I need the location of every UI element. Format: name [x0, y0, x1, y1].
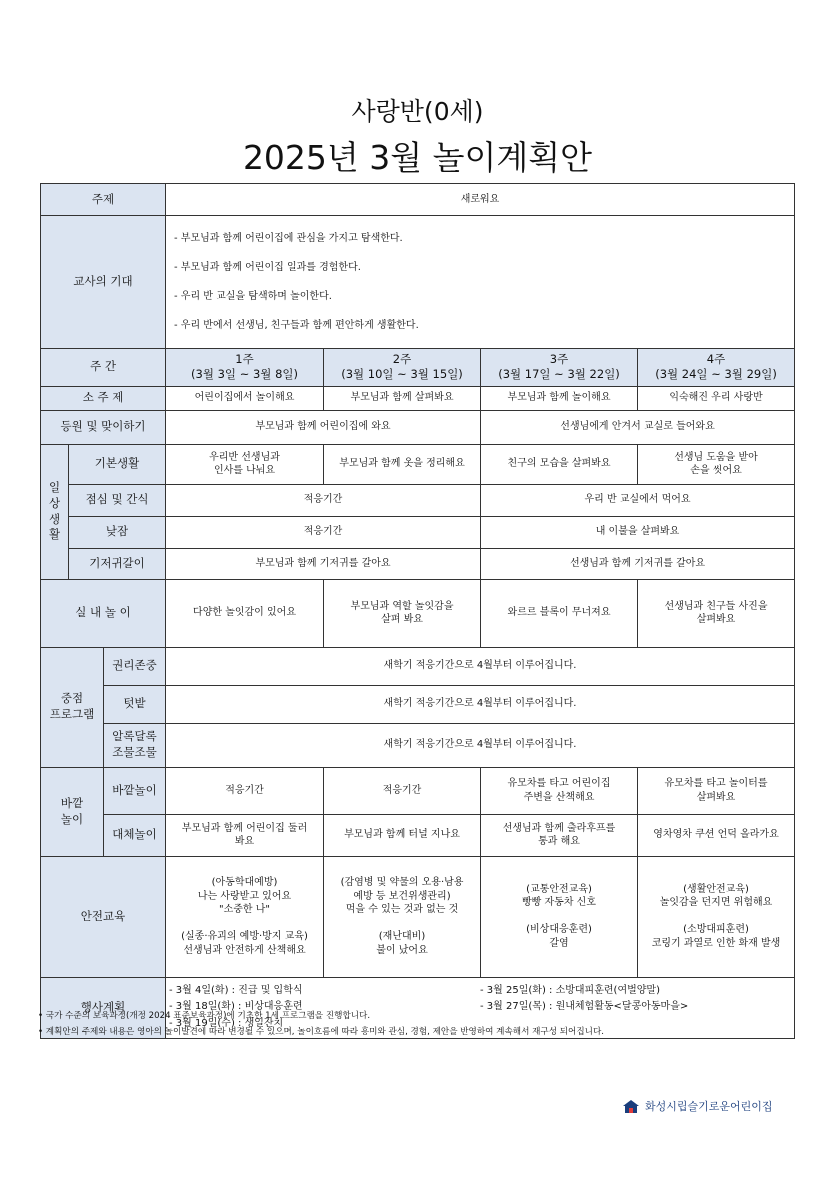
arrival-row: [41, 410, 795, 444]
footer-logo: [622, 1098, 773, 1114]
note-item: • 계획안의 주제와 내용은 영아의 놀이발견에 따라 변경될 수 있으며, 놀이흐름에 따라 흥미와 관심, 경험, 제안을 반영하여 계속해서 재구성 되어집니다.: [38, 1027, 604, 1038]
basic-life-cell: 우리반 선생님과 인사를 나눠요: [166, 444, 324, 484]
theme-label: 주제: [41, 184, 166, 216]
safety-cell: (생활안전교육) 놀잇감을 던지면 위험해요 (소방대피훈련) 코링기 과열로 인한 화재 발생: [638, 856, 795, 977]
diaper-second-half: 선생님과 함께 기저귀를 갈아요: [481, 548, 795, 579]
weeks-row: [41, 348, 795, 386]
outdoor-play-cell: 유모차를 타고 어린이집 주변을 산책해요: [481, 767, 638, 814]
focus-program-group-label: 중점 프로그램: [41, 647, 104, 767]
garden-row: [41, 685, 795, 723]
theme-row: [41, 184, 795, 216]
rights-row: [41, 647, 795, 685]
outdoor-play-cell: 유모차를 타고 놀이터를 살펴봐요: [638, 767, 795, 814]
rights-value: 새학기 적응기간으로 4월부터 이루어집니다.: [166, 647, 795, 685]
indoor-play-cell: 다양한 놀잇감이 있어요: [166, 579, 324, 647]
nap-second-half: 내 이불을 살펴봐요: [481, 516, 795, 548]
arrival-label: 등원 및 맞이하기: [41, 410, 166, 444]
outdoor-group-label: 바깥 놀이: [41, 767, 104, 856]
alternative-play-row: [41, 814, 795, 856]
week-name: 3주: [549, 352, 569, 367]
subtheme-cell: 부모님과 함께 살펴봐요: [324, 386, 481, 410]
event-item: - 3월 27일(목) : 원내체험활동<달콩아동마을>: [480, 1001, 689, 1013]
basic-life-cell: 부모님과 함께 옷을 정리해요: [324, 444, 481, 484]
arrival-first-half: 부모님과 함께 어린이집에 와요: [166, 410, 481, 444]
art-label: 알록달록 조물조물: [104, 723, 166, 767]
meal-first-half: 적응기간: [166, 484, 481, 516]
week-range: (3월 24일 ~ 3월 29일): [655, 367, 777, 381]
meal-second-half: 우리 반 교실에서 먹어요: [481, 484, 795, 516]
indoor-play-row: [41, 579, 795, 647]
theme-value: 새로워요: [166, 184, 795, 216]
week-3: [481, 348, 638, 386]
garden-value: 새학기 적응기간으로 4월부터 이루어집니다.: [166, 685, 795, 723]
alternative-play-label: 대체놀이: [104, 814, 166, 856]
subtheme-cell: 어린이집에서 놀이해요: [166, 386, 324, 410]
nap-row: [41, 516, 795, 548]
alternative-play-cell: 선생님과 함께 출라후프를 통과 해요: [481, 814, 638, 856]
outdoor-play-cell: 적응기간: [324, 767, 481, 814]
week-1: [166, 348, 324, 386]
indoor-play-cell: 와르르 블록이 무너져요: [481, 579, 638, 647]
daily-life-group-label: 일상 생활: [41, 444, 69, 579]
arrival-second-half: 선생님에게 안겨서 교실로 들어와요: [481, 410, 795, 444]
class-name: 사랑반(0세): [351, 97, 484, 126]
daycare-logo-icon: [622, 1099, 640, 1114]
note-item: • 국가 수준의 보육과정(개정 2024 표준보육과정)에 기초한 1세 프로그램을 진행합니다.: [38, 1011, 371, 1021]
basic-life-row: [41, 444, 795, 484]
art-row: [41, 723, 795, 767]
basic-life-cell: 친구의 모습을 살펴봐요: [481, 444, 638, 484]
meal-label: 점심 및 간식: [69, 484, 166, 516]
week-4: [638, 348, 795, 386]
plan-table: [40, 183, 795, 1039]
week-range: (3월 3일 ~ 3월 8일): [191, 367, 298, 381]
event-item: - 3월 18일(화) : 비상대응훈련: [169, 1001, 303, 1013]
alternative-play-cell: 부모님과 함께 터널 지나요: [324, 814, 481, 856]
safety-row: [41, 856, 795, 977]
diaper-first-half: 부모님과 함께 기저귀를 갈아요: [166, 548, 481, 579]
safety-cell: (아동학대예방) 나는 사랑받고 있어요 "소중한 나" (실종·유괴의 예방·방지 교육) 선생님과 안전하게 산책해요: [166, 856, 324, 977]
meal-row: [41, 484, 795, 516]
safety-cell: (교통안전교육) 빵빵 자동차 신호 (비상대응훈련) 갈염: [481, 856, 638, 977]
expectation-item: - 부모님과 함께 어린이집에 관심을 가지고 탐색한다.: [174, 232, 403, 244]
event-item: - 3월 19일(수) : 생일잔치: [169, 1017, 284, 1029]
safety-cell: (감염병 및 약물의 오용·남용 예방 등 보건위생관리) 먹을 수 있는 것과 없는 것 (재난대비) 불이 났어요: [324, 856, 481, 977]
subtheme-label: 소 주 제: [41, 386, 166, 410]
outdoor-play-row: [41, 767, 795, 814]
week-name: 2주: [392, 352, 412, 367]
expectation-item: - 부모님과 함께 어린이집 일과를 경험한다.: [174, 261, 361, 273]
expectation-label: 교사의 기대: [41, 216, 166, 349]
weeks-label: 주 간: [41, 348, 166, 386]
week-2: [324, 348, 481, 386]
week-name: 1주: [235, 352, 254, 367]
outdoor-play-cell: 적응기간: [166, 767, 324, 814]
event-item: - 3월 25일(화) : 소방대피훈련(여벌양말): [480, 984, 660, 996]
subtheme-cell: 익숙해진 우리 사랑반: [638, 386, 795, 410]
subtheme-cell: 부모님과 함께 놀이해요: [481, 386, 638, 410]
alternative-play-cell: 영차영차 쿠션 언덕 올라가요: [638, 814, 795, 856]
event-item: - 3월 4일(화) : 진급 및 입학식: [169, 984, 303, 996]
garden-label: 텃밭: [104, 685, 166, 723]
indoor-play-cell: 부모님과 역할 놀잇감을 살펴 봐요: [324, 579, 481, 647]
art-value: 새학기 적응기간으로 4월부터 이루어집니다.: [166, 723, 795, 767]
diaper-row: [41, 548, 795, 579]
page-title: 2025년 3월 놀이계획안: [242, 138, 593, 177]
nap-label: 낮잠: [69, 516, 166, 548]
indoor-play-cell: 선생님과 친구들 사진을 살펴봐요: [638, 579, 795, 647]
subtheme-row: [41, 386, 795, 410]
rights-label: 권리존중: [104, 647, 166, 685]
notes: [38, 1008, 808, 1041]
week-name: 4주: [706, 352, 726, 367]
week-range: (3월 10일 ~ 3월 15일): [341, 367, 463, 381]
basic-life-cell: 선생님 도움을 받아 손을 씻어요: [638, 444, 795, 484]
safety-label: 안전교육: [41, 856, 166, 977]
logo-text: 화성시립슬기로운어린이집: [645, 1100, 773, 1113]
events-label: 행사계획: [41, 977, 166, 1038]
week-range: (3월 17일 ~ 3월 22일): [498, 367, 620, 381]
expectation-item: - 우리 반에서 선생님, 친구들과 함께 편안하게 생활한다.: [174, 319, 419, 331]
expectation-list: [166, 216, 795, 349]
alternative-play-cell: 부모님과 함께 어린이집 둘러 봐요: [166, 814, 324, 856]
basic-life-label: 기본생활: [69, 444, 166, 484]
indoor-play-label: 실 내 놀 이: [41, 579, 166, 647]
expectation-row: [41, 216, 795, 349]
expectation-item: - 우리 반 교실을 탐색하며 놀이한다.: [174, 290, 332, 302]
nap-first-half: 적응기간: [166, 516, 481, 548]
outdoor-play-label: 바깥놀이: [104, 767, 166, 814]
diaper-label: 기저귀갈이: [69, 548, 166, 579]
